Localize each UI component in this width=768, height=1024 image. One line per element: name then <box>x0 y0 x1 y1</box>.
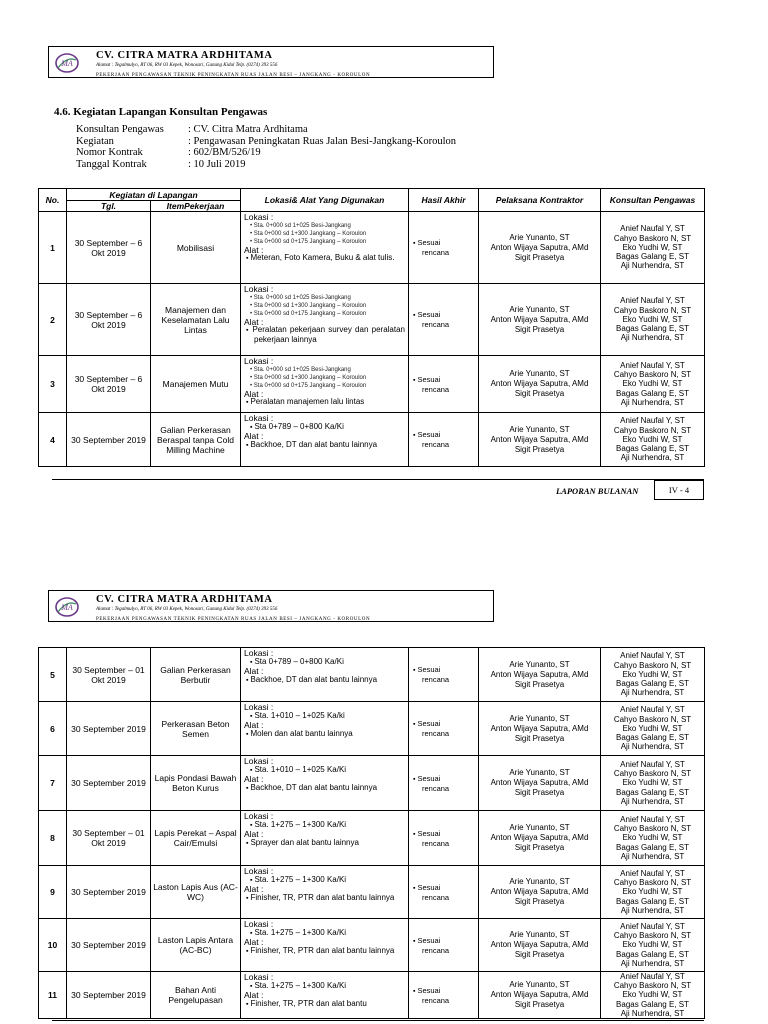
row-number: 5 <box>39 648 67 702</box>
row-item: Manajemen Mutu <box>151 356 241 413</box>
row-item: Laston Lapis Aus (AC-WC) <box>151 866 241 919</box>
info-label: Nomor Kontrak <box>76 147 143 158</box>
row-consultant <box>601 866 705 919</box>
consultant-name: Anief Naufal Y, ST <box>620 921 685 931</box>
sta-item: ▪ Sta. 1+275 – 1+300 Ka/Ki <box>244 929 405 939</box>
consultant-name: Anief Naufal Y, ST <box>620 296 685 306</box>
table-row <box>39 756 705 811</box>
logo-text: MA <box>61 59 73 68</box>
sta-item: • Sta 0+000 sd 0+175 Jangkang – Koroulon <box>244 310 405 318</box>
row-number: 2 <box>39 284 67 356</box>
consultant-name: Bagas Galang E, ST <box>616 324 689 334</box>
location-label: Lokasi : <box>244 413 274 423</box>
result-line: rencana <box>422 783 450 793</box>
row-result <box>409 284 479 356</box>
contractor-name: Arie Yunanto, ST <box>509 659 570 669</box>
header-hasil: Hasil Akhir <box>409 189 479 212</box>
contractor-name: Sigit Prasetya <box>514 1000 565 1009</box>
row-item: Galian Perkerasan Berbutir <box>151 648 241 702</box>
consultant-name: Aji Nurhendra, ST <box>620 333 685 343</box>
consultant-name: Eko Yudhi W, ST <box>622 434 683 444</box>
row-location-tools <box>241 866 409 919</box>
info-value: : 10 Juli 2019 <box>188 158 246 170</box>
tools-item: ▪ Finisher, TR, PTR dan alat bantu lainnya <box>244 947 405 957</box>
row-item: Lapis Perekat – Aspal Cair/Emulsi <box>151 811 241 866</box>
consultant-name: Eko Yudhi W, ST <box>622 940 683 950</box>
contractor-name: Sigit Prasetya <box>514 444 565 454</box>
consultant-name: Eko Yudhi W, ST <box>622 379 683 389</box>
row-consultant <box>601 356 705 413</box>
row-result <box>409 702 479 756</box>
row-date: 30 September – 01 Okt 2019 <box>67 811 151 866</box>
contractor-name: Arie Yunanto, ST <box>509 713 570 723</box>
row-item: Lapis Pondasi Bawah Beton Kurus <box>151 756 241 811</box>
table-row <box>39 212 705 284</box>
info-value: : Pengawasan Peningkatan Ruas Jalan Besi-Jangkang-Koroulon <box>188 135 456 147</box>
result-line: ▪ Sesuai <box>411 774 476 784</box>
row-contractor <box>479 919 601 972</box>
table-row <box>39 919 705 972</box>
result-line: ▪ Sesuai <box>411 719 476 729</box>
result-line: ▪ Sesuai <box>411 665 476 675</box>
row-result <box>409 756 479 811</box>
contractor-name: Arie Yunanto, ST <box>509 232 570 242</box>
row-result <box>409 919 479 972</box>
row-number: 6 <box>39 702 67 756</box>
location-label: Lokasi : <box>244 284 274 294</box>
consultant-name: Cahyo Baskoro N, ST <box>613 769 692 779</box>
consultant-name: Cahyo Baskoro N, ST <box>613 714 692 724</box>
info-row <box>76 124 456 136</box>
consultant-name: Eko Yudhi W, ST <box>622 833 683 843</box>
header-tgl: Tgl. <box>67 201 151 212</box>
row-date: 30 September 2019 <box>67 413 151 467</box>
info-row <box>76 147 456 159</box>
tools-item: ▪ Backhoe, DT dan alat bantu lainnya <box>244 784 405 794</box>
result-line: rencana <box>422 320 450 329</box>
row-result <box>409 972 479 1019</box>
consultant-name: Bagas Galang E, ST <box>616 444 689 454</box>
contractor-name: Sigit Prasetya <box>514 788 565 797</box>
row-contractor <box>479 356 601 413</box>
result-line: rencana <box>422 995 450 1005</box>
consultant-name: Anief Naufal Y, ST <box>620 814 685 824</box>
row-location-tools <box>241 356 409 413</box>
contractor-name: Arie Yunanto, ST <box>509 424 570 434</box>
consultant-name: Anief Naufal Y, ST <box>620 705 685 715</box>
section-title: 4.6. Kegiatan Lapangan Konsultan Pengawas <box>54 106 268 118</box>
contractor-name: Anton Wijaya Saputra, AMd <box>490 723 589 733</box>
row-contractor <box>479 866 601 919</box>
consultant-name: Aji Nurhendra, ST <box>620 905 685 915</box>
consultant-name: Anief Naufal Y, ST <box>620 416 685 426</box>
table-row <box>39 866 705 919</box>
company-logo <box>54 596 80 618</box>
row-consultant <box>601 284 705 356</box>
sta-item: • Sta 0+000 sd 0+175 Jangkang – Koroulon <box>244 382 405 390</box>
row-result <box>409 811 479 866</box>
header-item: ItemPekerjaan <box>151 201 241 212</box>
tools-label: Alat : <box>244 720 264 731</box>
location-label: Lokasi : <box>244 919 274 929</box>
result-line: ▪ Sesuai <box>411 430 476 440</box>
tools-item: ▪ Backhoe, DT dan alat bantu lainnya <box>244 676 405 686</box>
contractor-name: Arie Yunanto, ST <box>509 980 570 989</box>
contractor-name: Arie Yunanto, ST <box>509 768 570 777</box>
header-kontraktor: Pelaksana Kontraktor <box>479 189 601 212</box>
consultant-name: Bagas Galang E, ST <box>616 388 689 398</box>
row-date: 30 September 2019 <box>67 756 151 811</box>
company-address: Alamat : Tegalmulyo, RT 06, RW 03 Kepek, Wonosari, Gunung Kidul Telp. (0274) 393 556 <box>96 63 278 68</box>
row-date: 30 September – 01 Okt 2019 <box>67 648 151 702</box>
contractor-name: Sigit Prasetya <box>514 950 565 959</box>
company-name: CV. CITRA MATRA ARDHITAMA <box>96 594 273 605</box>
row-result <box>409 413 479 467</box>
row-consultant <box>601 648 705 702</box>
row-date: 30 September – 6 Okt 2019 <box>67 284 151 356</box>
project-line: PEKERJAAN PENGAWASAN TEKNIK PENINGKATAN RUAS JALAN BESI – JANGKANG - KOROULON <box>96 617 371 622</box>
consultant-name: Aji Nurhendra, ST <box>620 453 685 463</box>
tools-label: Alat : <box>244 244 264 255</box>
consultant-name: Aji Nurhendra, ST <box>620 397 685 407</box>
row-consultant <box>601 811 705 866</box>
contractor-name: Arie Yunanto, ST <box>509 930 570 939</box>
row-date: 30 September 2019 <box>67 866 151 919</box>
sta-item: • Sta 0+000 sd 1+300 Jangkang – Koroulon <box>244 374 405 382</box>
tools-item: ▪ Backhoe, DT dan alat bantu lainnya <box>244 441 405 451</box>
contractor-name: Sigit Prasetya <box>514 252 565 262</box>
location-label: Lokasi : <box>244 972 274 982</box>
result-line: rencana <box>422 729 450 738</box>
info-row <box>76 159 456 171</box>
consultant-name: Aji Nurhendra, ST <box>620 796 685 806</box>
logo-text: MA <box>61 603 73 612</box>
location-label: Lokasi : <box>244 756 274 766</box>
consultant-name: Bagas Galang E, ST <box>616 787 689 797</box>
consultant-name: Bagas Galang E, ST <box>616 252 689 262</box>
contractor-name: Anton Wijaya Saputra, AMd <box>490 314 589 324</box>
table-row <box>39 702 705 756</box>
tools-item: ▪ Finisher, TR, PTR dan alat bantu lainnya <box>244 894 405 904</box>
row-consultant <box>601 756 705 811</box>
row-consultant <box>601 972 705 1019</box>
company-header <box>48 46 494 78</box>
sta-item: ▪ Sta 0+789 – 0+800 Ka/Ki <box>244 658 405 668</box>
tools-item: ▪ Molen dan alat bantu lainnya <box>244 730 405 740</box>
row-location-tools <box>241 811 409 866</box>
activity-table-page1 <box>38 188 705 467</box>
contractor-name: Arie Yunanto, ST <box>509 823 570 832</box>
contractor-name: Sigit Prasetya <box>514 389 565 398</box>
contractor-name: Anton Wijaya Saputra, AMd <box>490 940 589 949</box>
row-item: Perkerasan Beton Semen <box>151 702 241 756</box>
consultant-name: Bagas Galang E, ST <box>616 842 689 852</box>
row-location-tools <box>241 919 409 972</box>
consultant-name: Cahyo Baskoro N, ST <box>613 660 692 670</box>
row-location-tools <box>241 972 409 1019</box>
contractor-name: Anton Wijaya Saputra, AMd <box>490 379 589 388</box>
consultant-name: Cahyo Baskoro N, ST <box>613 981 692 991</box>
consultant-name: Eko Yudhi W, ST <box>622 669 683 679</box>
table-row <box>39 356 705 413</box>
row-number: 10 <box>39 919 67 972</box>
row-contractor <box>479 212 601 284</box>
row-location-tools <box>241 648 409 702</box>
company-header-page2 <box>48 590 494 622</box>
tools-label: Alat : <box>244 990 264 1001</box>
row-contractor <box>479 284 601 356</box>
row-number: 4 <box>39 413 67 467</box>
consultant-name: Cahyo Baskoro N, ST <box>613 305 692 315</box>
location-label: Lokasi : <box>244 866 274 876</box>
row-item: Manajemen dan Keselamatan Lalu Lintas <box>151 284 241 356</box>
page-number: IV - 4 <box>654 480 704 500</box>
footer-divider <box>52 479 704 480</box>
tools-label: Alat : <box>244 937 264 948</box>
location-label: Lokasi : <box>244 212 274 222</box>
tools-label: Alat : <box>244 388 264 399</box>
row-location-tools <box>241 284 409 356</box>
company-name: CV. CITRA MATRA ARDHITAMA <box>96 50 273 61</box>
result-line: ▪ Sesuai <box>411 883 476 893</box>
contractor-name: Anton Wijaya Saputra, AMd <box>490 778 589 787</box>
sta-item: • Sta. 0+000 sd 1+025 Besi-Jangkang <box>244 222 405 230</box>
table-row <box>39 413 705 467</box>
sta-item: • Sta 0+000 sd 1+300 Jangkang – Koroulon <box>244 230 405 238</box>
consultant-name: Anief Naufal Y, ST <box>620 360 685 370</box>
row-location-tools <box>241 702 409 756</box>
row-result <box>409 866 479 919</box>
row-number: 8 <box>39 811 67 866</box>
row-contractor <box>479 413 601 467</box>
row-item: Bahan Anti Pengelupasan <box>151 972 241 1019</box>
result-line: rencana <box>422 892 450 902</box>
tools-label: Alat : <box>244 884 264 895</box>
consultant-name: Aji Nurhendra, ST <box>620 261 685 271</box>
consultant-name: Bagas Galang E, ST <box>616 896 689 906</box>
sta-item: ▪ Sta. 1+275 – 1+300 Ka/Ki <box>244 821 405 831</box>
result-line: ▪ Sesuai <box>411 375 476 385</box>
consultant-name: Aji Nurhendra, ST <box>620 1008 685 1018</box>
result-line: rencana <box>422 248 450 257</box>
table-row <box>39 972 705 1019</box>
result-line: rencana <box>422 675 450 684</box>
row-consultant <box>601 702 705 756</box>
location-label: Lokasi : <box>244 356 274 366</box>
result-line: ▪ Sesuai <box>411 936 476 946</box>
contractor-name: Anton Wijaya Saputra, AMd <box>490 887 589 896</box>
consultant-name: Bagas Galang E, ST <box>616 999 689 1009</box>
row-result <box>409 212 479 284</box>
contractor-name: Arie Yunanto, ST <box>509 369 570 378</box>
info-value: : 602/BM/526/19 <box>188 147 261 158</box>
row-date: 30 September 2019 <box>67 972 151 1019</box>
project-line: PEKERJAAN PENGAWASAN TEKNIK PENINGKATAN RUAS JALAN BESI – JANGKANG - KOROULON <box>96 73 371 78</box>
row-contractor <box>479 702 601 756</box>
row-result <box>409 648 479 702</box>
row-item: Galian Perkerasan Beraspal tanpa Cold Milling Machine <box>151 413 241 467</box>
consultant-name: Bagas Galang E, ST <box>616 679 689 689</box>
row-result <box>409 356 479 413</box>
result-line: ▪ Sesuai <box>411 986 476 996</box>
result-line: ▪ Sesuai <box>411 829 476 839</box>
contractor-name: Anton Wijaya Saputra, AMd <box>490 242 589 252</box>
consultant-name: Anief Naufal Y, ST <box>620 759 685 769</box>
contract-info <box>76 124 456 170</box>
row-consultant <box>601 919 705 972</box>
row-item: Mobilisasi <box>151 212 241 284</box>
row-location-tools <box>241 756 409 811</box>
row-number: 3 <box>39 356 67 413</box>
table-row <box>39 284 705 356</box>
tools-item: ▪ Peralatan pekerjaan survey dan peralatan pekerjaan lainnya <box>244 326 405 344</box>
tools-item: ▪ Meteran, Foto Kamera, Buku & alat tulis. <box>244 254 405 264</box>
consultant-name: Anief Naufal Y, ST <box>620 224 685 234</box>
company-address: Alamat : Tegalmulyo, RT 06, RW 03 Kepek, Wonosari, Gunung Kidul Telp. (0274) 393 556 <box>96 607 278 612</box>
row-number: 9 <box>39 866 67 919</box>
sta-item: • Sta 0+000 sd 0+175 Jangkang – Koroulon <box>244 238 405 246</box>
sta-item: • Sta. 0+000 sd 1+025 Besi-Jangkang <box>244 294 405 302</box>
header-kegiatan: Kegiatan di Lapangan <box>67 189 241 201</box>
consultant-name: Anief Naufal Y, ST <box>620 651 685 661</box>
header-konsultan: Konsultan Pengawas <box>601 189 705 212</box>
contractor-name: Sigit Prasetya <box>514 733 565 743</box>
sta-item: • Sta. 0+000 sd 1+025 Besi-Jangkang <box>244 366 405 374</box>
contractor-name: Sigit Prasetya <box>514 897 565 906</box>
contractor-name: Sigit Prasetya <box>514 679 565 689</box>
info-label: Kegiatan <box>76 135 114 147</box>
row-number: 7 <box>39 756 67 811</box>
consultant-name: Anief Naufal Y, ST <box>620 972 685 981</box>
consultant-name: Aji Nurhendra, ST <box>620 742 685 752</box>
consultant-name: Cahyo Baskoro N, ST <box>613 824 692 834</box>
consultant-name: Anief Naufal Y, ST <box>620 868 685 878</box>
sta-item: ▪ Sta. 1+275 – 1+300 Ka/Ki <box>244 982 405 992</box>
row-date: 30 September 2019 <box>67 919 151 972</box>
table-row <box>39 811 705 866</box>
tools-label: Alat : <box>244 774 264 785</box>
consultant-name: Bagas Galang E, ST <box>616 733 689 743</box>
consultant-name: Cahyo Baskoro N, ST <box>613 233 692 243</box>
sta-item: ▪ Sta. 1+275 – 1+300 Ka/Ki <box>244 876 405 886</box>
result-line: rencana <box>422 945 450 955</box>
tools-item: ▪ Sprayer dan alat bantu lainnya <box>244 839 405 849</box>
result-line: rencana <box>422 384 450 394</box>
row-date: 30 September – 6 Okt 2019 <box>67 212 151 284</box>
row-item: Laston Lapis Antara (AC-BC) <box>151 919 241 972</box>
row-number: 1 <box>39 212 67 284</box>
consultant-name: Cahyo Baskoro N, ST <box>613 370 692 380</box>
contractor-name: Arie Yunanto, ST <box>509 304 570 314</box>
activity-table-page2 <box>38 647 705 1019</box>
row-contractor <box>479 811 601 866</box>
sta-item: • Sta 0+000 sd 1+300 Jangkang – Koroulon <box>244 302 405 310</box>
result-line: rencana <box>422 838 450 848</box>
consultant-name: Cahyo Baskoro N, ST <box>613 931 692 941</box>
tools-item: ▪ Finisher, TR, PTR dan alat bantu <box>244 1000 405 1010</box>
header-no: No. <box>39 189 67 212</box>
row-consultant <box>601 413 705 467</box>
consultant-name: Eko Yudhi W, ST <box>622 887 683 897</box>
consultant-name: Cahyo Baskoro N, ST <box>613 425 692 435</box>
consultant-name: Eko Yudhi W, ST <box>622 242 683 252</box>
location-label: Lokasi : <box>244 811 274 821</box>
contractor-name: Arie Yunanto, ST <box>509 877 570 886</box>
result-line: rencana <box>422 440 450 449</box>
sta-item: ▪ Sta 0+789 – 0+800 Ka/Ki <box>244 423 405 433</box>
contractor-name: Sigit Prasetya <box>514 324 565 334</box>
tools-label: Alat : <box>244 666 264 677</box>
footer-label: LAPORAN BULANAN <box>556 486 639 496</box>
footer-divider-page2 <box>52 1020 704 1021</box>
consultant-name: Eko Yudhi W, ST <box>622 723 683 733</box>
sta-item: ▪ Sta. 1+010 – 1+025 Ka/Ki <box>244 766 405 776</box>
row-contractor <box>479 756 601 811</box>
row-location-tools <box>241 413 409 467</box>
consultant-name: Eko Yudhi W, ST <box>622 314 683 324</box>
row-date: 30 September 2019 <box>67 702 151 756</box>
row-location-tools <box>241 212 409 284</box>
info-label: Tanggal Kontrak <box>76 158 147 170</box>
row-date: 30 September – 6 Okt 2019 <box>67 356 151 413</box>
consultant-name: Aji Nurhendra, ST <box>620 851 685 861</box>
result-line: ▪ Sesuai <box>411 238 476 248</box>
contractor-name: Anton Wijaya Saputra, AMd <box>490 669 589 679</box>
consultant-name: Aji Nurhendra, ST <box>620 958 685 968</box>
consultant-name: Cahyo Baskoro N, ST <box>613 878 692 888</box>
contractor-name: Anton Wijaya Saputra, AMd <box>490 990 589 999</box>
tools-label: Alat : <box>244 316 264 327</box>
row-consultant <box>601 212 705 284</box>
consultant-name: Eko Yudhi W, ST <box>622 990 683 1000</box>
table-row <box>39 648 705 702</box>
info-row <box>76 136 456 148</box>
contractor-name: Anton Wijaya Saputra, AMd <box>490 434 589 444</box>
info-value: : CV. Citra Matra Ardhitama <box>188 124 308 135</box>
tools-label: Alat : <box>244 829 264 840</box>
contractor-name: Anton Wijaya Saputra, AMd <box>490 833 589 842</box>
company-logo <box>54 52 80 74</box>
result-line: ▪ Sesuai <box>411 310 476 320</box>
row-contractor <box>479 648 601 702</box>
location-label: Lokasi : <box>244 702 274 712</box>
sta-item: ▪ Sta. 1+010 – 1+025 Ka/ki <box>244 712 405 722</box>
header-lokasi: Lokasi& Alat Yang Digunakan <box>241 189 409 212</box>
tools-label: Alat : <box>244 431 264 442</box>
location-label: Lokasi : <box>244 648 274 658</box>
info-label: Konsultan Pengawas <box>76 124 164 135</box>
consultant-name: Eko Yudhi W, ST <box>622 778 683 788</box>
contractor-name: Sigit Prasetya <box>514 843 565 852</box>
consultant-name: Bagas Galang E, ST <box>616 949 689 959</box>
row-contractor <box>479 972 601 1019</box>
consultant-name: Aji Nurhendra, ST <box>620 688 685 698</box>
tools-item: ▪ Peralatan manajemen lalu lintas <box>244 398 405 408</box>
row-number: 11 <box>39 972 67 1019</box>
